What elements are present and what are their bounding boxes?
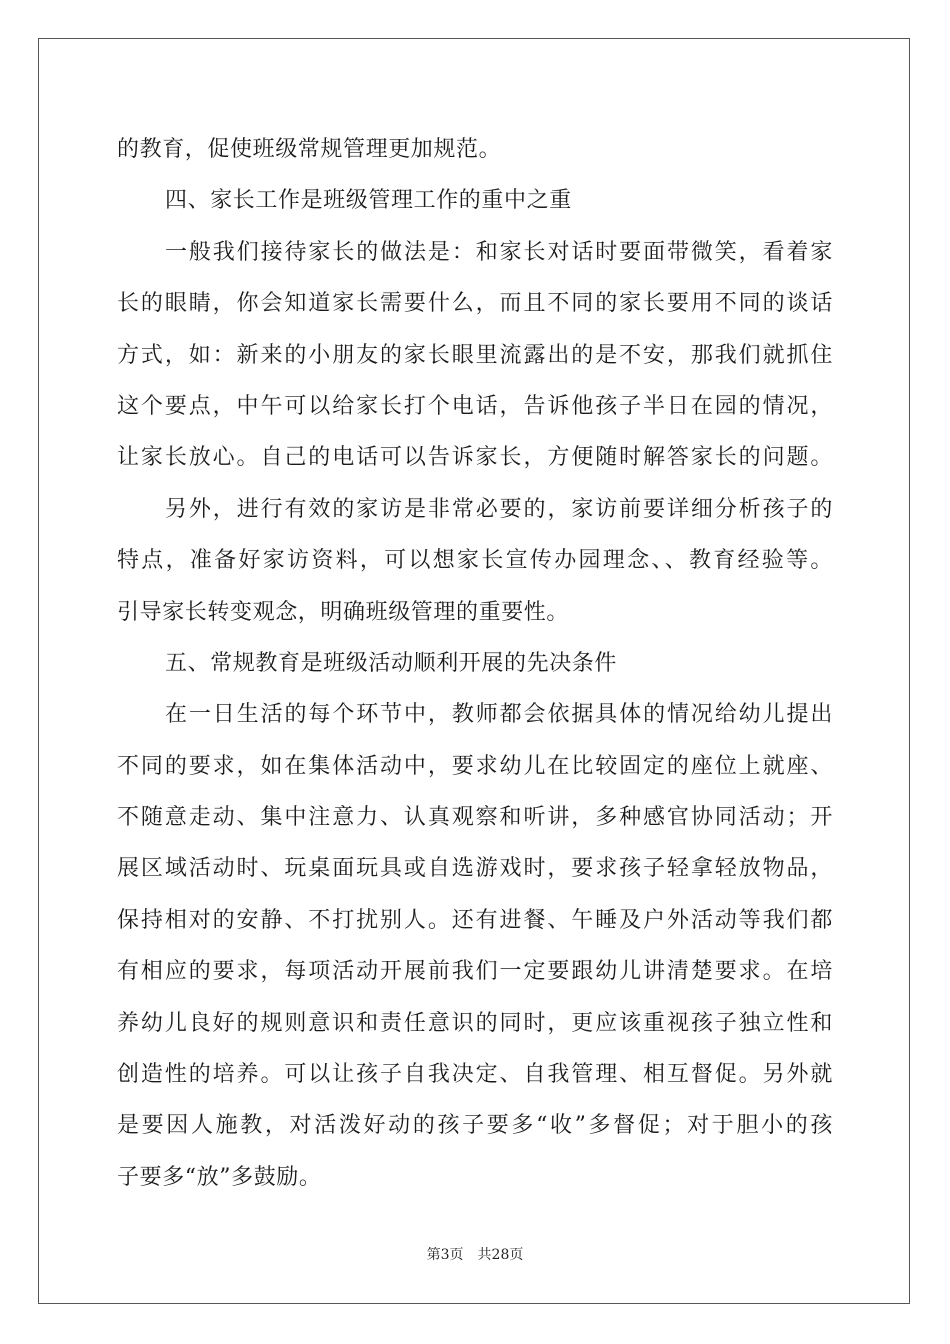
text-line: 方式，如：新来的小朋友的家长眼里流露出的是不安，那我们就抓住	[117, 342, 833, 368]
text-line: 五、常规教育是班级活动顺利开展的先决条件	[165, 650, 618, 676]
text-line: 不同的要求，如在集体活动中，要求幼儿在比较固定的座位上就座、	[117, 753, 833, 779]
text-line: 展区域活动时、玩桌面玩具或自选游戏时，要求孩子轻拿轻放物品，	[117, 856, 833, 882]
document-body	[117, 124, 833, 1203]
text-line: 四、家长工作是班级管理工作的重中之重	[165, 188, 572, 214]
text-line: 养幼儿良好的规则意识和责任意识的同时，更应该重视孩子独立性和	[117, 1010, 833, 1036]
text-line: 的教育，促使班级常规管理更加规范。	[117, 137, 502, 162]
text-line: 子要多“放”多鼓励。	[117, 1164, 322, 1190]
text-line: 引导家长转变观念，明确班级管理的重要性。	[117, 599, 570, 625]
text-line: 保持相对的安静、不打扰别人。还有进餐、午睡及户外活动等我们都	[117, 907, 833, 933]
text-line: 这个要点，中午可以给家长打个电话，告诉他孩子半日在园的情况，	[117, 393, 833, 419]
text-line: 让家长放心。自己的电话可以告诉家长，方便随时解答家长的问题。	[117, 445, 833, 471]
text-line: 长的眼睛，你会知道家长需要什么，而且不同的家长要用不同的谈话	[117, 291, 833, 317]
text-line: 是要因人施教，对活泼好动的孩子要多“收”多督促；对于胆小的孩	[117, 1113, 833, 1139]
page-number-label: 第3页 共28页	[426, 1247, 524, 1263]
text-line: 有相应的要求，每项活动开展前我们一定要跟幼儿讲清楚要求。在培	[117, 959, 833, 985]
text-line: 特点，准备好家访资料，可以想家长宣传办园理念、、教育经验等。	[117, 548, 833, 574]
page-footer	[0, 1245, 950, 1265]
text-line: 一般我们接待家长的做法是：和家长对话时要面带微笑，看着家	[165, 239, 833, 265]
text-line: 创造性的培养。可以让孩子自我决定、自我管理、相互督促。另外就	[117, 1062, 833, 1088]
text-line: 不随意走动、集中注意力、认真观察和听讲，多种感官协同活动；开	[117, 805, 833, 831]
text-line: 另外，进行有效的家访是非常必要的，家访前要详细分析孩子的	[165, 496, 833, 522]
text-line: 在一日生活的每个环节中，教师都会依据具体的情况给幼儿提出	[165, 702, 833, 728]
